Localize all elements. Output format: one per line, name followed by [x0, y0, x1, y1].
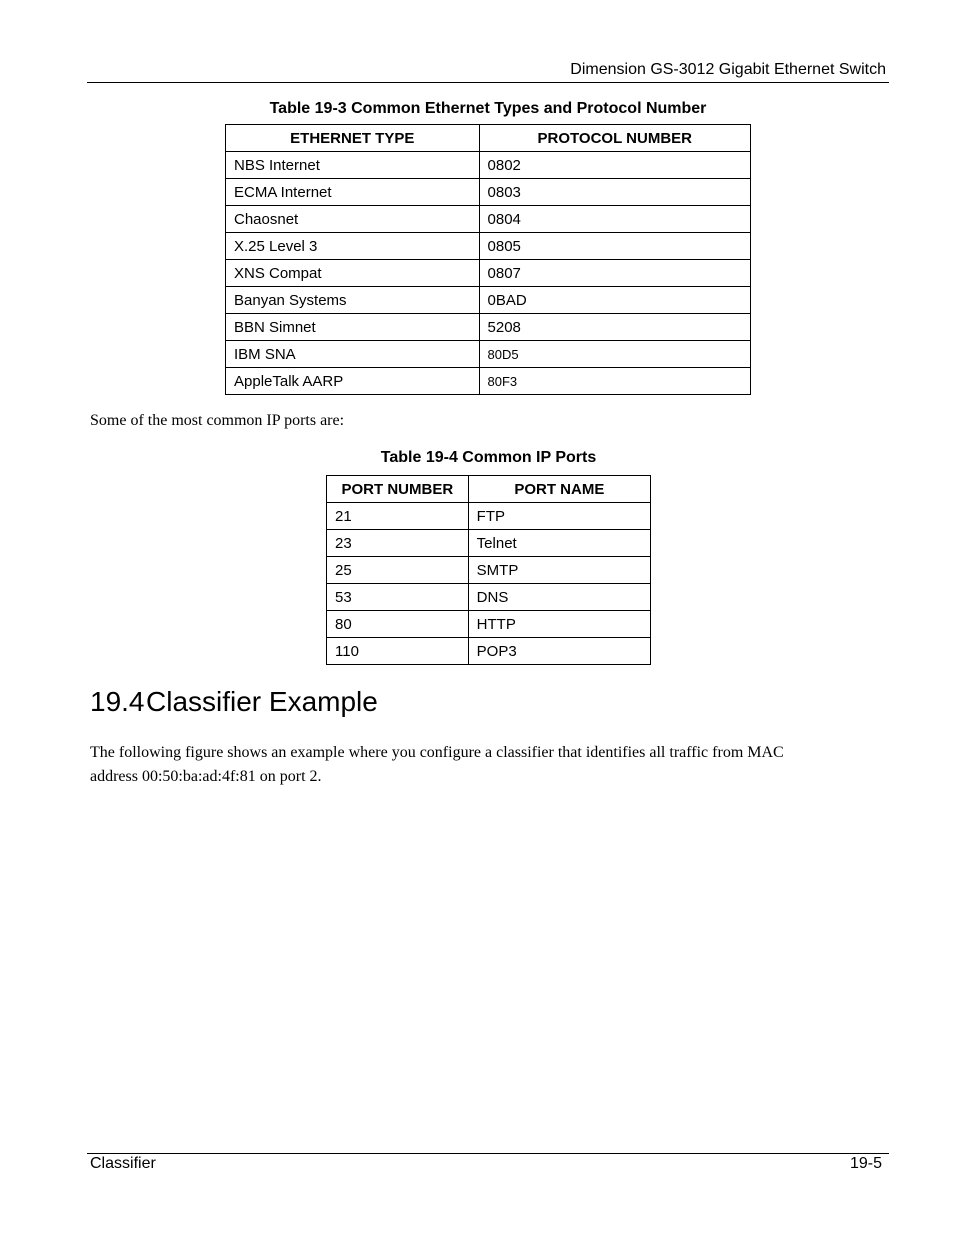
paragraph-line: address 00:50:ba:ad:4f:81 on port 2. — [90, 768, 322, 785]
ethernet-types-table — [225, 124, 751, 395]
port-number-cell: 53 — [327, 584, 469, 611]
table-row — [327, 584, 651, 611]
ethernet-type-cell: BBN Simnet — [226, 314, 480, 341]
port-number-cell: 21 — [327, 503, 469, 530]
protocol-number-cell: 80D5 — [479, 341, 750, 368]
table-row — [226, 260, 751, 287]
protocol-number-cell: 5208 — [479, 314, 750, 341]
paragraph-line: The following figure shows an example where you configure a classifier that identifies all traffic from MAC — [90, 744, 784, 761]
protocol-number-cell: 0802 — [479, 152, 750, 179]
table-row — [327, 611, 651, 638]
port-number-cell: 25 — [327, 557, 469, 584]
protocol-number-cell: 0804 — [479, 206, 750, 233]
column-header-port-name: PORT NAME — [468, 476, 650, 503]
table-row — [226, 314, 751, 341]
ethernet-type-cell: Chaosnet — [226, 206, 480, 233]
column-header-protocol-number: PROTOCOL NUMBER — [479, 125, 750, 152]
table-header-row — [327, 476, 651, 503]
table-row — [226, 233, 751, 260]
table-row — [327, 557, 651, 584]
port-number-cell: 110 — [327, 638, 469, 665]
page-header-title: Dimension GS-3012 Gigabit Ethernet Switch — [570, 61, 886, 78]
table-row — [226, 206, 751, 233]
table-row — [226, 368, 751, 395]
ethernet-type-cell: XNS Compat — [226, 260, 480, 287]
ethernet-type-cell: X.25 Level 3 — [226, 233, 480, 260]
port-name-cell: DNS — [468, 584, 650, 611]
footer-chapter-name: Classifier — [90, 1155, 156, 1172]
protocol-number-cell: 0807 — [479, 260, 750, 287]
column-header-port-number: PORT NUMBER — [327, 476, 469, 503]
section-title: Classifier Example — [146, 686, 378, 717]
port-name-cell: Telnet — [468, 530, 650, 557]
port-number-cell: 80 — [327, 611, 469, 638]
protocol-number-cell: 80F3 — [479, 368, 750, 395]
protocol-number-cell: 0803 — [479, 179, 750, 206]
column-header-ethernet-type: ETHERNET TYPE — [226, 125, 480, 152]
port-name-cell: FTP — [468, 503, 650, 530]
section-heading — [90, 686, 378, 718]
ethernet-type-cell: NBS Internet — [226, 152, 480, 179]
table-row — [327, 530, 651, 557]
port-name-cell: HTTP — [468, 611, 650, 638]
table-header-row — [226, 125, 751, 152]
port-number-cell: 23 — [327, 530, 469, 557]
section-paragraph — [90, 741, 784, 789]
footer-divider — [87, 1153, 889, 1154]
table-19-3-caption: Table 19-3 Common Ethernet Types and Protocol Number — [269, 100, 707, 117]
port-name-cell: POP3 — [468, 638, 650, 665]
section-number: 19.4 — [90, 686, 145, 717]
ethernet-type-cell: IBM SNA — [226, 341, 480, 368]
table-row — [327, 638, 651, 665]
ethernet-type-cell: AppleTalk AARP — [226, 368, 480, 395]
table-row — [226, 179, 751, 206]
table-row — [226, 152, 751, 179]
header-divider — [87, 82, 889, 83]
ip-ports-table — [326, 475, 651, 665]
protocol-number-cell: 0BAD — [479, 287, 750, 314]
table-row — [226, 341, 751, 368]
table-row — [226, 287, 751, 314]
protocol-number-cell: 0805 — [479, 233, 750, 260]
table-row — [327, 503, 651, 530]
port-name-cell: SMTP — [468, 557, 650, 584]
ethernet-type-cell: Banyan Systems — [226, 287, 480, 314]
ip-ports-intro: Some of the most common IP ports are: — [90, 412, 345, 429]
ethernet-type-cell: ECMA Internet — [226, 179, 480, 206]
footer-page-number: 19-5 — [849, 1155, 882, 1172]
table-19-4-caption: Table 19-4 Common IP Ports — [380, 449, 597, 466]
